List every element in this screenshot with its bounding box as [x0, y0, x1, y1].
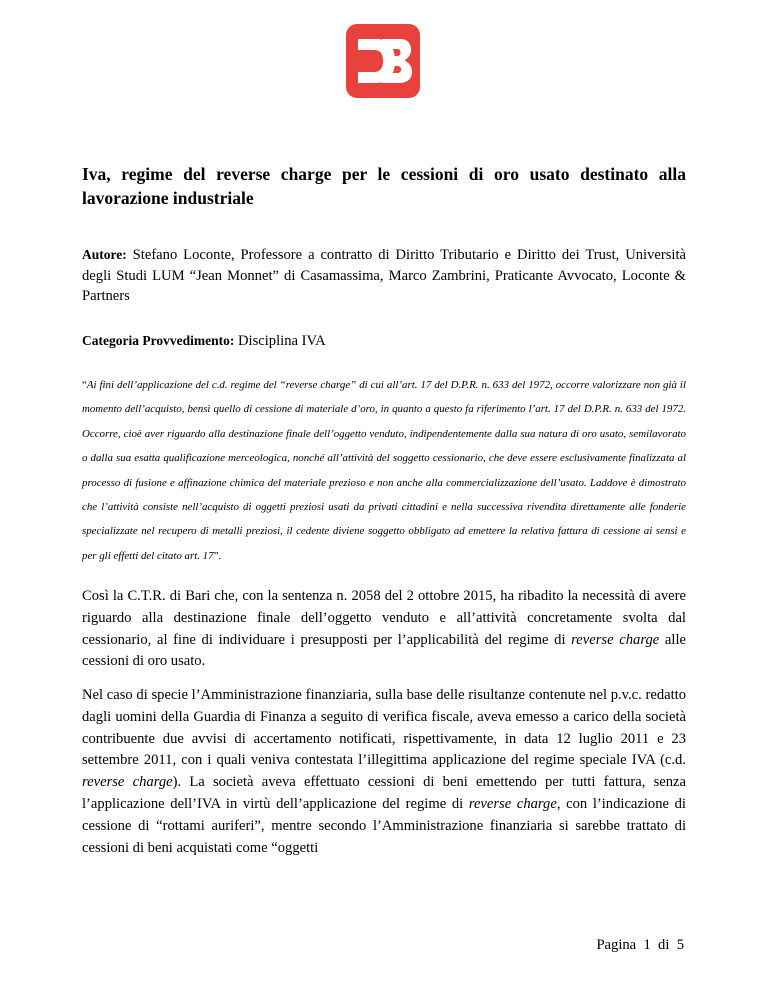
summary-quote	[82, 373, 686, 568]
quote-text: Ai fini dell’applicazione del c.d. regime del “reverse charge” di cui all’art. 17 del D.P.R. n. 633 del 1972, occorre valorizzare non già il momento dell’acquisto, bensì quello di cessione di materiale d’oro, in quanto a questo fa riferimento l’art. 17 del D.P.R. n. 633 del 1972. Occorre, cioè aver riguardo alla destinazione finale dell’oggetto venduto, indipendentemente dalla sua natura di oro usato, semilavorato o dalla sua esatta qualificazione merceologica, nonché all’attività del soggetto cessionario, che deve essere esclusivamente finalizzata al processo di fusione e affinazione chimica del materiale prezioso e non anche alla commercializzazione dell’usato. Laddove è dimostrato che l’attività consiste nell’acquisto di oggetti preziosi usati da privati cittadini e nella successiva rivendita direttamente alle fonderie specializzate nel recupero di metalli preziosi, il cedente diviene soggetto obbligato ad emettere la relativa fattura di cessione ai sensi e per gli effetti del citato art. 17	[82, 379, 686, 562]
category-value: Disciplina IVA	[238, 333, 326, 349]
paragraph-2-part3: , con l’indicazione di cessione di “rottami auriferi”, mentre secondo l’Amministrazione finanziaria si sarebbe trattato di cessioni di beni acquistati come “oggetti	[82, 795, 686, 856]
quote-close-mark: ”.	[213, 549, 222, 562]
paragraph-2-emph2: reverse charge	[468, 795, 557, 812]
document-title: Iva, regime del reverse charge per le cessioni di oro usato destinato alla lavorazione industriale	[82, 164, 686, 208]
paragraph-2-part2: ). La società aveva effettuato cessioni di beni emettendo per tutti fattura, senza l’applicazione dell’IVA in virtù dell’applicazione del regime di	[82, 774, 686, 812]
d3-logo	[346, 24, 420, 98]
d3-logo-icon	[346, 24, 420, 98]
paragraph-2	[82, 685, 686, 859]
paragraph-2-part1: Nel caso di specie l’Amministrazione finanziaria, sulla base delle risultanze contenute nel p.v.c. redatto dagli uomini della Guardia di Finanza a seguito di verifica fiscale, aveva emesso a carico della società contribuente due avvisi di accertamento notificati, rispettivamente, in data 12 luglio 2011 e 23 settembre 2011, con i quali veniva contestata l’illegittima applicazione del regime speciale IVA (c.d.	[82, 687, 686, 769]
paragraph-1	[82, 586, 686, 673]
author-label: Autore:	[82, 247, 127, 262]
page-number: Pagina 1 di 5	[596, 937, 684, 953]
category-block	[82, 331, 686, 351]
paragraph-1-after: alle cessioni di oro usato.	[82, 631, 686, 670]
quote-open-mark: “	[82, 379, 87, 391]
paragraph-1-emph: reverse charge	[571, 631, 660, 648]
category-label: Categoria Provvedimento:	[82, 333, 235, 348]
page-footer	[596, 937, 684, 954]
paragraph-1-before: Così la C.T.R. di Bari che, con la sentenza n. 2058 del 2 ottobre 2015, ha ribadito la necessità di avere riguardo alla destinazione finale dell’oggetto venduto e all’attività concretamente svolta dal cessionario, al fine di individuare i presupposti per l’applicabilità del regime di	[82, 588, 686, 648]
paragraph-2-emph1: reverse charge	[82, 774, 173, 791]
author-block	[82, 245, 686, 307]
author-text: Stefano Loconte, Professore a contratto di Diritto Tributario e Diritto dei Trust, Università degli Studi LUM “Jean Monnet” di Casamassima, Marco Zambrini, Praticante Avvocato, Loconte & Partners	[82, 247, 686, 304]
